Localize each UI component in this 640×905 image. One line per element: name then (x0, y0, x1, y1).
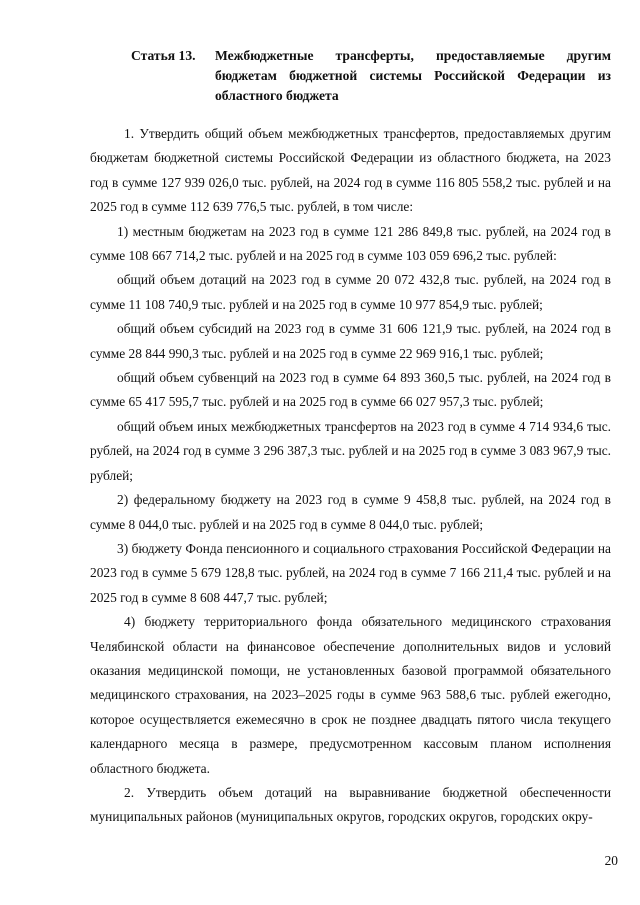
page-number: 20 (604, 853, 618, 868)
article-number: Статья 13. (131, 48, 196, 63)
paragraph-other-transfers: общий объем иных межбюджетных трансфертов на 2023 год в сумме 4 714 934,6 тыс. рублей, на 2024 год в сумме 3 296 387,3 тыс. рублей и на 2025 год в сумме 3 083 967,9 тыс. рублей; (90, 418, 611, 483)
paragraph-1: 1. Утвердить общий объем межбюджетных трансфертов, предоставляемых другим бюджетам бюджетной системы Российской Федерации из областного бюджета, на 2023 год в сумме 127 939 026,0 тыс. рублей, на 2024 год в сумме 116 805 558,2 тыс. рублей и на 2025 год в сумме 112 639 776,5 тыс. рублей, в том числе: (90, 126, 611, 215)
paragraph-subventions: общий объем субвенций на 2023 год в сумме 64 893 360,5 тыс. рублей, на 2024 год в сумме 65 417 595,7 тыс. рублей и на 2025 год в сумме 66 027 957,3 тыс. рублей; (90, 370, 611, 410)
paragraph-medical-insurance-fund: 4) бюджету территориального фонда обязательного медицинского страхования Челябинской области на финансовое обеспечение дополнительных видов и условий оказания медицинской помощи, не установленных базовой программой обязательного медицинского страхования, на 2023–2025 годы в сумме 963 588,6 тыс. рублей ежегодно, которое осуществляется ежемесячно в срок не позднее двадцать пятого числа текущего календарного месяца в размере, предусмотренном кассовым планом исполнения областного бюджета. (90, 614, 611, 776)
paragraph-federal-budget: 2) федеральному бюджету на 2023 год в сумме 9 458,8 тыс. рублей, на 2024 год в сумме 8 044,0 тыс. рублей и на 2025 год в сумме 8 044,0 тыс. рублей; (90, 492, 611, 532)
paragraph-local-budgets: 1) местным бюджетам на 2023 год в сумме 121 286 849,8 тыс. рублей, на 2024 год в сумме 108 667 714,2 тыс. рублей и на 2025 год в сумме 103 059 696,2 тыс. рублей: (90, 223, 611, 264)
article-title: Межбюджетные трансферты, предоставляемые другим бюджетам бюджетной системы Российской Федерации из областного бюджета (215, 48, 611, 103)
paragraph-subsidies-dotations: общий объем дотаций на 2023 год в сумме 20 072 432,8 тыс. рублей, на 2024 год в сумме 11 108 740,9 тыс. рублей и на 2025 год в сумме 10 977 854,9 тыс. рублей; (90, 272, 611, 312)
paragraph-2: 2. Утвердить объем дотаций на выравнивание бюджетной обеспеченности муниципальных районов (муниципальных округов, городских округов, городских окру- (90, 784, 611, 825)
paragraph-pension-fund: 3) бюджету Фонда пенсионного и социального страхования Российской Федерации на 2023 год в сумме 5 679 128,8 тыс. рублей, на 2024 год в сумме 7 166 211,4 тыс. рублей и на 2025 год в сумме 8 608 447,7 тыс. рублей; (90, 540, 611, 605)
article-body (90, 122, 611, 830)
paragraph-subsidies: общий объем субсидий на 2023 год в сумме 31 606 121,9 тыс. рублей, на 2024 год в сумме 28 844 990,3 тыс. рублей и на 2025 год в сумме 22 969 916,1 тыс. рублей; (90, 321, 611, 361)
article-heading (131, 46, 611, 106)
